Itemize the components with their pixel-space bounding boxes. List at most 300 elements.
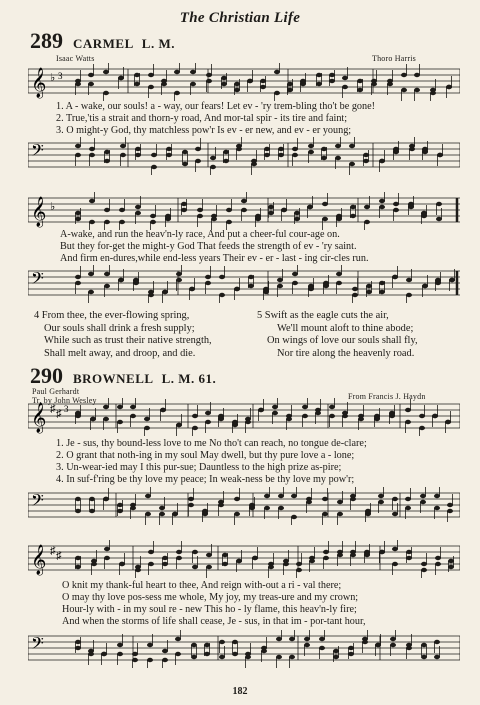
note-head <box>75 217 81 221</box>
note-head <box>90 417 96 421</box>
note-head <box>89 497 95 501</box>
note-head <box>252 556 258 560</box>
hymn-number: 290 <box>30 363 63 388</box>
note-head <box>130 405 136 409</box>
note-head <box>435 278 441 282</box>
note-head <box>308 284 314 288</box>
note-head <box>274 70 280 74</box>
note-head <box>302 405 308 409</box>
meter: L. M. <box>141 36 175 51</box>
note-head <box>316 82 322 86</box>
note-head <box>350 205 356 209</box>
note-head <box>315 411 321 415</box>
note-head <box>261 649 267 653</box>
note-head <box>144 417 150 421</box>
note-head <box>234 88 240 92</box>
note-head <box>210 156 216 160</box>
svg-text:3: 3 <box>58 71 63 81</box>
note-head <box>104 284 110 288</box>
svg-text:♭: ♭ <box>50 72 56 84</box>
note-head <box>75 82 81 86</box>
note-head <box>117 652 123 656</box>
note-head <box>406 646 412 650</box>
note-head <box>420 500 426 504</box>
note-head <box>204 643 210 647</box>
note-head <box>283 562 289 566</box>
note-head <box>151 153 157 157</box>
note-head <box>132 658 138 662</box>
note-head <box>190 70 196 74</box>
verse-line: 4 From thee, the ever-flowing spring, <box>34 310 190 321</box>
note-head <box>117 503 123 507</box>
note-head <box>363 153 369 157</box>
page-number: 182 <box>232 686 248 697</box>
note-head <box>103 497 109 501</box>
note-head <box>329 73 335 77</box>
note-head <box>350 553 356 557</box>
note-head <box>148 562 154 566</box>
tune-name: CARMEL <box>73 36 134 51</box>
note-head <box>103 405 109 409</box>
svg-text:♭: ♭ <box>50 201 56 213</box>
composer-credit: Thoro Harris <box>372 54 416 63</box>
note-head <box>434 655 440 659</box>
note-head <box>379 159 385 163</box>
note-head <box>406 556 412 560</box>
note-head <box>362 640 368 644</box>
treble-clef-icon: 𝄞 <box>31 403 47 432</box>
note-head <box>448 559 454 563</box>
bass-clef-icon: 𝄢 <box>31 492 44 514</box>
note-head <box>319 637 325 641</box>
note-head <box>434 640 440 644</box>
note-head <box>323 556 329 560</box>
note-head <box>278 147 284 151</box>
note-head <box>219 275 225 279</box>
note-head <box>436 217 442 221</box>
note-head <box>291 515 297 519</box>
note-head <box>210 165 216 169</box>
note-head <box>147 658 153 662</box>
note-head <box>447 503 453 507</box>
lyrics-line: A-wake, and run the heav'n-ly race, And put a cheer-ful cour-age on. <box>60 229 340 240</box>
treble-clef-icon: 𝄞 <box>31 68 47 97</box>
note-head <box>205 275 211 279</box>
note-head <box>248 284 254 288</box>
note-head <box>357 79 363 83</box>
note-head <box>117 643 123 647</box>
bass-clef-icon: 𝄢 <box>31 270 44 292</box>
note-head <box>234 287 240 291</box>
note-head <box>88 73 94 77</box>
note-head <box>222 553 228 557</box>
note-head <box>75 411 81 415</box>
note-head <box>181 208 187 212</box>
note-head <box>176 550 182 554</box>
note-head <box>352 287 358 291</box>
note-head <box>322 512 328 516</box>
note-head <box>379 290 385 294</box>
note-head <box>134 73 140 77</box>
note-head <box>419 426 425 430</box>
note-head <box>321 147 327 151</box>
note-head <box>406 278 412 282</box>
note-head <box>263 287 269 291</box>
note-head <box>374 414 380 418</box>
note-head <box>251 162 257 166</box>
note-head <box>264 147 270 151</box>
note-head <box>401 73 407 77</box>
note-head <box>449 278 455 282</box>
note-head <box>378 500 384 504</box>
lyrics-line: And when the storms of life shall cease, Je - sus, in that im - por-tant hour, <box>62 616 366 627</box>
note-head <box>205 420 211 424</box>
note-head <box>232 420 238 424</box>
note-head <box>75 640 81 644</box>
note-head <box>234 82 240 86</box>
note-head <box>322 497 328 501</box>
note-head <box>392 497 398 501</box>
note-head <box>135 211 141 215</box>
note-head <box>176 278 182 282</box>
note-head <box>206 553 212 557</box>
note-head <box>197 208 203 212</box>
note-head <box>148 293 154 297</box>
note-head <box>162 556 168 560</box>
note-head <box>392 512 398 516</box>
note-head <box>195 147 201 151</box>
note-head <box>75 509 81 513</box>
verse-line: Nor tire along the heavenly road. <box>277 347 415 359</box>
note-head <box>421 562 427 566</box>
note-head <box>166 153 172 157</box>
note-head <box>162 290 168 294</box>
note-head <box>255 214 261 218</box>
note-head <box>421 211 427 215</box>
note-head <box>336 214 342 218</box>
tune-name: BROWNELL <box>73 371 154 386</box>
note-head <box>132 652 138 656</box>
note-head <box>358 417 364 421</box>
note-head <box>321 156 327 160</box>
note-head <box>103 70 109 74</box>
note-head <box>197 214 203 218</box>
note-head <box>236 147 242 151</box>
note-head <box>371 82 377 86</box>
note-head <box>414 88 420 92</box>
note-head <box>366 284 372 288</box>
note-head <box>219 640 225 644</box>
note-head <box>432 414 438 418</box>
note-head <box>287 82 293 86</box>
note-head <box>166 147 172 151</box>
note-head <box>363 159 369 163</box>
note-head <box>75 565 81 569</box>
note-head <box>342 414 348 418</box>
note-head <box>379 205 385 209</box>
note-head <box>292 153 298 157</box>
music-staff-treble <box>28 398 460 436</box>
note-head <box>226 208 232 212</box>
verse-line: Our souls shall drink a fresh supply; <box>44 322 195 334</box>
note-head <box>159 512 165 516</box>
note-head <box>316 73 322 77</box>
note-head <box>277 284 283 288</box>
note-head <box>211 217 217 221</box>
note-head <box>89 220 95 224</box>
note-head <box>437 153 443 157</box>
note-head <box>188 503 194 507</box>
note-head <box>192 550 198 554</box>
note-head <box>118 278 124 282</box>
note-head <box>148 550 154 554</box>
note-head <box>337 512 343 516</box>
note-head <box>260 85 266 89</box>
note-head <box>219 293 225 297</box>
note-head <box>188 497 194 501</box>
note-head <box>160 408 166 412</box>
note-head <box>232 652 238 656</box>
note-head <box>375 643 381 647</box>
note-head <box>88 272 94 276</box>
note-head <box>172 512 178 516</box>
note-head <box>249 503 255 507</box>
note-head <box>445 420 451 424</box>
verse-4 <box>34 310 212 360</box>
note-head <box>264 506 270 510</box>
lyrics-line: 4. In suf-f'ring be thy love my peace; In weak-ness be thy love my pow'r; <box>56 474 355 485</box>
note-head <box>189 287 195 291</box>
note-head <box>408 202 414 206</box>
note-head <box>390 643 396 647</box>
note-head <box>89 509 95 513</box>
note-head <box>206 565 212 569</box>
note-head <box>206 79 212 83</box>
note-head <box>218 503 224 507</box>
note-head <box>221 76 227 80</box>
treble-clef-icon: 𝄞 <box>31 545 47 574</box>
music-staff-treble <box>28 63 460 101</box>
note-head <box>329 405 335 409</box>
note-head <box>195 159 201 163</box>
note-head <box>75 497 81 501</box>
note-head <box>175 637 181 641</box>
note-head <box>392 547 398 551</box>
note-head <box>144 426 150 430</box>
note-head <box>422 284 428 288</box>
hymn-290-heading <box>30 363 216 389</box>
note-head <box>117 420 123 424</box>
lyrics-line: 1. Je - sus, thy bound-less love to me No tho't can reach, no tongue de-clare; <box>56 438 367 449</box>
note-head <box>389 411 395 415</box>
note-head <box>241 208 247 212</box>
note-head <box>135 147 141 151</box>
note-head <box>278 494 284 498</box>
verse-line: On wings of love our souls shall fly, <box>267 335 418 346</box>
note-head <box>264 494 270 498</box>
note-head <box>349 162 355 166</box>
lyrics-line: O knit my thank-ful heart to thee, And reign with-out a ri - val there; <box>62 580 342 591</box>
note-head <box>292 281 298 285</box>
note-head <box>434 506 440 510</box>
note-head <box>192 414 198 418</box>
note-head <box>350 214 356 218</box>
bass-clef-icon: 𝄢 <box>31 142 44 164</box>
note-head <box>323 281 329 285</box>
note-head <box>117 509 123 513</box>
note-head <box>281 208 287 212</box>
note-head <box>289 637 295 641</box>
lyrics-line: 1. A - wake, our souls! a - way, our fears! Let ev - 'ry trem-bling tho't be gone! <box>56 101 376 112</box>
note-head <box>218 414 224 418</box>
note-head <box>308 150 314 154</box>
note-head <box>296 568 302 572</box>
note-head <box>392 562 398 566</box>
note-head <box>409 147 415 151</box>
note-head <box>329 414 335 418</box>
note-head <box>148 85 154 89</box>
note-head <box>89 199 95 203</box>
note-head <box>294 211 300 215</box>
note-head <box>101 652 107 656</box>
note-head <box>104 272 110 276</box>
note-head <box>333 655 339 659</box>
note-head <box>286 417 292 421</box>
note-head <box>292 147 298 151</box>
note-head <box>119 562 125 566</box>
note-head <box>161 82 167 86</box>
svg-text:♯: ♯ <box>50 403 56 415</box>
music-staff-bass <box>28 137 460 175</box>
note-head <box>268 211 274 215</box>
music-staff-treble <box>28 192 460 230</box>
note-head <box>130 506 136 510</box>
note-head <box>223 159 229 163</box>
note-head <box>335 144 341 148</box>
note-head <box>204 652 210 656</box>
note-head <box>329 79 335 83</box>
verse-line: We'll mount aloft to thine abode; <box>277 322 414 334</box>
note-head <box>348 652 354 656</box>
note-head <box>336 272 342 276</box>
lyrics-line: 2. O grant that noth-ing in my soul May dwell, but thy pure love a - lone; <box>56 450 355 461</box>
svg-text:3: 3 <box>64 404 69 414</box>
note-head <box>75 144 81 148</box>
hymn-number: 289 <box>30 28 63 53</box>
note-head <box>364 550 370 554</box>
note-head <box>135 568 141 572</box>
note-head <box>405 497 411 501</box>
note-head <box>421 643 427 647</box>
verse-5 <box>257 310 418 360</box>
note-head <box>147 643 153 647</box>
note-head <box>181 202 187 206</box>
note-head <box>176 556 182 560</box>
note-head <box>390 637 396 641</box>
note-head <box>205 411 211 415</box>
note-head <box>364 220 370 224</box>
note-head <box>277 278 283 282</box>
note-head <box>434 494 440 498</box>
note-head <box>387 82 393 86</box>
note-head <box>226 220 232 224</box>
note-head <box>308 144 314 148</box>
note-head <box>448 565 454 569</box>
note-head <box>337 500 343 504</box>
treble-clef-icon: 𝄞 <box>31 197 47 226</box>
note-head <box>289 655 295 659</box>
note-head <box>151 165 157 169</box>
note-head <box>223 150 229 154</box>
note-head <box>119 208 125 212</box>
note-head <box>222 562 228 566</box>
note-head <box>133 278 139 282</box>
note-head <box>91 562 97 566</box>
note-head <box>130 414 136 418</box>
note-head <box>75 281 81 285</box>
note-head <box>162 649 168 653</box>
note-head <box>104 159 110 163</box>
note-head <box>447 509 453 513</box>
note-head <box>75 646 81 650</box>
note-head <box>414 73 420 77</box>
note-head <box>134 82 140 86</box>
composer-credit: From Francis J. Haydn <box>348 392 426 401</box>
note-head <box>276 655 282 659</box>
note-head <box>364 205 370 209</box>
note-head <box>176 423 182 427</box>
note-head <box>245 655 251 659</box>
note-head <box>292 272 298 276</box>
note-head <box>436 202 442 206</box>
note-head <box>352 293 358 297</box>
note-head <box>75 211 81 215</box>
note-head <box>264 153 270 157</box>
lyrics-line: Hour-ly with - in my soul re - new This ho - ly flame, this heav'n-ly fire; <box>62 604 357 615</box>
note-head <box>393 202 399 206</box>
svg-text:♯: ♯ <box>50 545 56 557</box>
page-header: The Christian Life <box>179 10 301 26</box>
note-head <box>378 494 384 498</box>
note-head <box>278 153 284 157</box>
note-head <box>219 655 225 659</box>
note-head <box>430 91 436 95</box>
note-head <box>333 649 339 653</box>
music-staff-treble <box>28 540 460 578</box>
note-head <box>162 658 168 662</box>
note-head <box>365 509 371 513</box>
note-head <box>103 417 109 421</box>
note-head <box>406 550 412 554</box>
meter: L. M. 61. <box>161 371 217 386</box>
note-head <box>421 655 427 659</box>
note-head <box>379 199 385 203</box>
translator-credit: Tr. by John Wesley <box>32 396 97 405</box>
note-head <box>174 70 180 74</box>
note-head <box>342 85 348 89</box>
note-head <box>104 220 110 224</box>
note-head <box>104 208 110 212</box>
note-head <box>435 562 441 566</box>
note-head <box>274 91 280 95</box>
note-head <box>162 562 168 566</box>
note-head <box>420 494 426 498</box>
note-head <box>174 91 180 95</box>
note-head <box>309 559 315 563</box>
note-head <box>75 153 81 157</box>
note-head <box>323 550 329 554</box>
note-head <box>120 153 126 157</box>
